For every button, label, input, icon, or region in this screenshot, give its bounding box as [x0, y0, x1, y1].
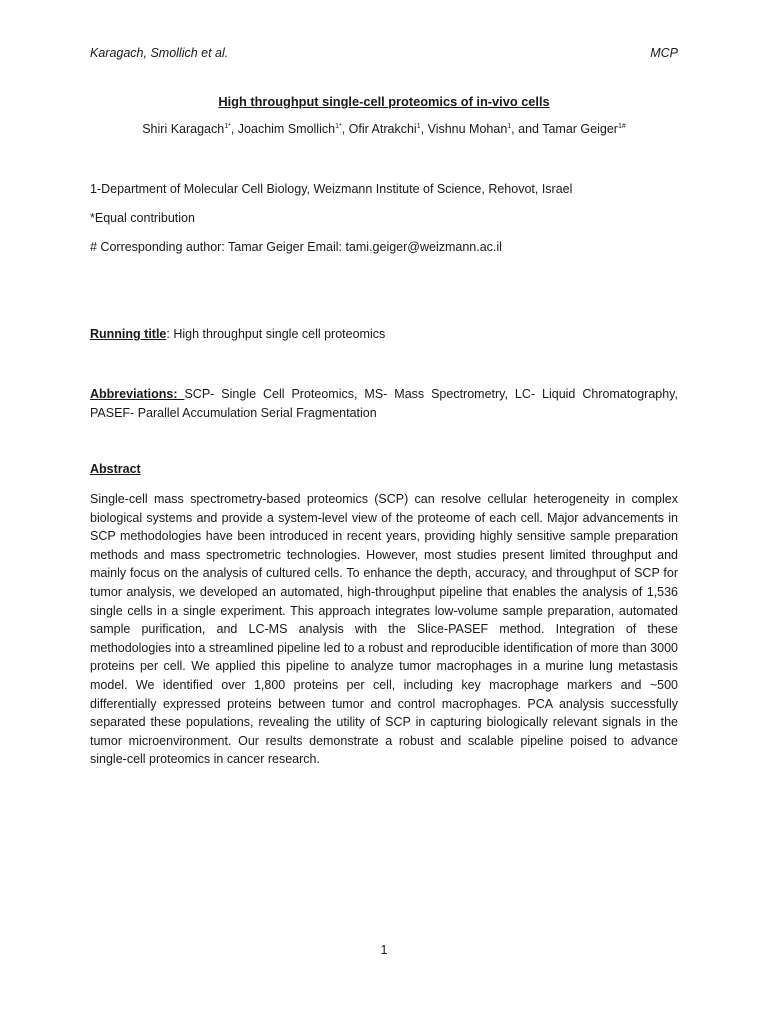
author-name: Vishnu Mohan: [427, 122, 508, 136]
author-name: Ofir Atrakchi: [348, 122, 417, 136]
corresponding-author: # Corresponding author: Tamar Geiger Email: tami.geiger@weizmann.ac.il: [90, 240, 502, 254]
author-affiliation-mark: 1*: [224, 122, 231, 130]
author-list: [90, 122, 678, 136]
header-journal: MCP: [650, 46, 678, 60]
equal-contribution-note: *Equal contribution: [90, 211, 195, 225]
author-separator: ,: [230, 122, 238, 136]
author-affiliation-mark: 1*: [335, 122, 342, 130]
running-header: [90, 46, 678, 60]
affiliation: 1-Department of Molecular Cell Biology, Weizmann Institute of Science, Rehovot, Israel: [90, 182, 573, 196]
paper-title: High throughput single-cell proteomics of in-vivo cells: [218, 94, 550, 109]
author-separator: ,: [420, 122, 428, 136]
running-title-text: : High throughput single cell proteomics: [166, 327, 386, 341]
page-number: 1: [380, 943, 388, 957]
abstract-heading: Abstract: [90, 462, 141, 476]
abbreviations: [90, 385, 678, 423]
author-separator: ,: [341, 122, 349, 136]
abbreviations-label: Abbreviations:: [90, 387, 185, 401]
abstract-body: Single-cell mass spectrometry-based proteomics (SCP) can resolve cellular heterogeneity in complex biological systems and provide a system-level view of the proteome of each cell. Major advancements in SCP methodologies have been introduced in recent years, providing highly sensitive sample preparation methods and mass spectrometric technologies. However, most studies present limited throughput and mainly focus on the analysis of cultured cells. To enhance the depth, accuracy, and throughput of SCP for tumor analysis, we developed an automated, high-throughput pipeline that enables the analysis of 1,536 single cells in a single experiment. This approach integrates low-volume sample preparation, automated sample purification, and LC-MS analysis with the Slice-PASEF method. Integration of these methodologies into a streamlined pipeline led to a robust and reproducible identification of more than 3000 proteins per cell. We applied this pipeline to analyze tumor macrophages in a murine lung metastasis model. We identified over 1,800 proteins per cell, including key macrophage markers and ~500 differentially expressed proteins between tumor and control macrophages. PCA analysis successfully separated these populations, revealing the utility of SCP in capturing biologically relevant signals in the tumor microenvironment. Our results demonstrate a robust and scalable pipeline poised to advance single-cell proteomics in cancer research.: [90, 492, 678, 767]
running-title-label: Running title: [90, 327, 167, 341]
author-affiliation-mark: 1: [507, 122, 512, 130]
running-title: [90, 327, 678, 341]
author-affiliation-mark: 1#: [617, 122, 626, 130]
author-affiliation-mark: 1: [416, 122, 421, 130]
author-separator: , and: [511, 122, 543, 136]
author-name: Shiri Karagach: [142, 122, 225, 136]
author-name: Joachim Smollich: [237, 122, 336, 136]
author-name: Tamar Geiger: [542, 122, 618, 136]
abbreviations-text: SCP- Single Cell Proteomics, MS- Mass Spectrometry, LC- Liquid Chromatography, PASEF- Parallel Accumulation Serial Fragmentation: [90, 387, 678, 420]
header-authors: Karagach, Smollich et al.: [90, 46, 229, 60]
